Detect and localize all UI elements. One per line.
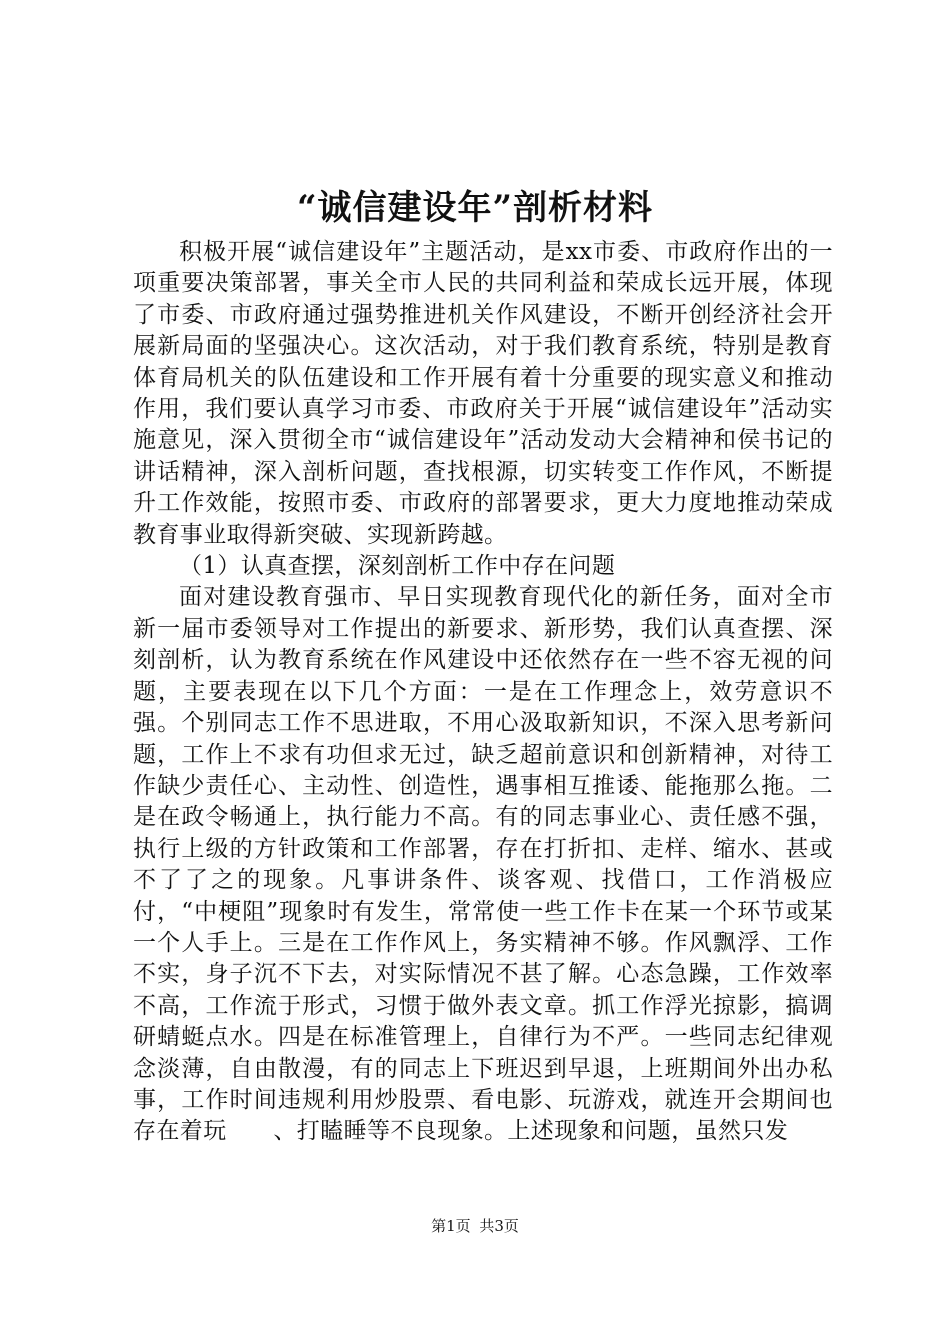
document-body: [133, 237, 833, 1148]
problems-paragraph: 面对建设教育强市、早日实现教育现代化的新任务，面对全市新一届市委领导对工作提出的新要求、新形势，我们认真查摆、深刻剖析，认为教育系统在作风建设中还依然存在一些不容无视的问题，主要表现在以下几个方面：一是在工作理念上，效劳意识不强。个别同志工作不思进取，不用心汲取新知识，不深入思考新问题，工作上不求有功但求无过，缺乏超前意识和创新精神，对待工作缺少责任心、主动性、创造性，遇事相互推诿、能拖那么拖。二是在政令畅通上，执行能力不高。有的同志事业心、责任感不强，执行上级的方针政策和工作部署，存在打折扣、走样、缩水、甚或不了了之的现象。凡事讲条件、谈客观、找借口，工作消极应付，“中梗阻”现象时有发生，常常使一些工作卡在某一个环节或某一个人手上。三是在工作作风上，务实精神不够。作风飘浮、工作不实，身子沉不下去，对实际情况不甚了解。心态急躁，工作效率不高，工作流于形式，习惯于做外表文章。抓工作浮光掠影，搞调研蜻蜓点水。四是在标准管理上，自律行为不严。一些同志纪律观念淡薄，自由散漫，有的同志上下班迟到早退，上班期间外出办私事，工作时间违规利用炒股票、看电影、玩游戏，就连开会期间也存在着玩 、打瞌睡等不良现象。上述现象和问题，虽然只发: [133, 584, 833, 1145]
page-number: 第1页: [431, 1217, 471, 1235]
document-title: “诚信建设年”剖析材料: [296, 188, 654, 228]
page-total: 共3页: [479, 1217, 519, 1235]
page-footer: [0, 1216, 950, 1236]
intro-paragraph: 积极开展“诚信建设年”主题活动，是xx市委、市政府作出的一项重要决策部署，事关全市人民的共同利益和荣成长远开展，体现了市委、市政府通过强势推进机关作风建设，不断开创经济社会开展新局面的坚强决心。这次活动，对于我们教育系统，特别是教育体育局机关的队伍建设和工作开展有着十分重要的现实意义和推动作用，我们要认真学习市委、市政府关于开展“诚信建设年”活动实施意见，深入贯彻全市“诚信建设年”活动发动大会精神和侯书记的讲话精神，深入剖析问题，查找根源，切实转变工作作风，不断提升工作效能，按照市委、市政府的部署要求，更大力度地推动荣成教育事业取得新突破、实现新跨越。: [133, 239, 833, 548]
section-heading: （1）认真查摆，深刻剖析工作中存在问题: [179, 553, 616, 580]
